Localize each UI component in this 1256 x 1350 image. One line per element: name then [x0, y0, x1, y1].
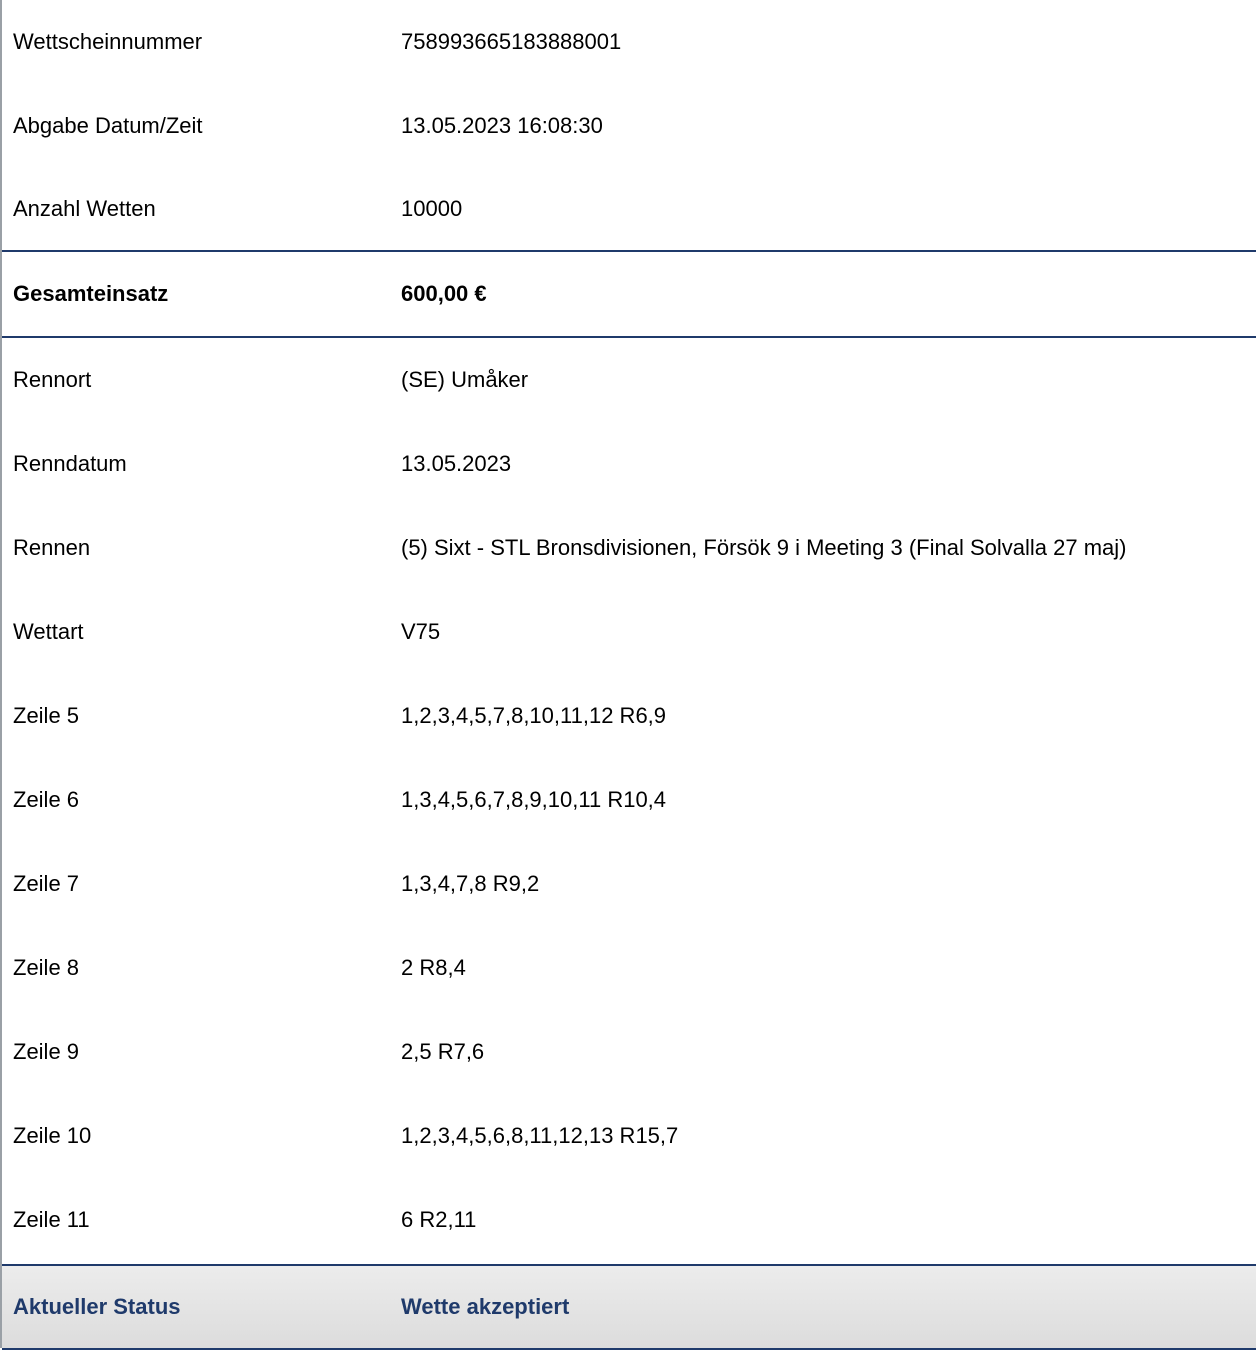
line-label: Zeile 7	[13, 871, 80, 896]
line-value: 1,2,3,4,5,6,8,11,12,13 R15,7	[401, 1123, 679, 1148]
status-label: Aktueller Status	[13, 1294, 181, 1319]
total-stake-label: Gesamteinsatz	[13, 281, 169, 306]
line-row-8	[2, 926, 1256, 1010]
race-date-value: 13.05.2023	[401, 451, 512, 476]
total-stake-row	[2, 252, 1256, 338]
status-badge: Wette akzeptiert	[401, 1294, 570, 1319]
line-row-5	[2, 674, 1256, 758]
venue-row	[2, 338, 1256, 422]
race-name-value: (5) Sixt - STL Bronsdivisionen, Försök 9 i Meeting 3 (Final Solvalla 27 maj)	[401, 535, 1127, 560]
line-value: 1,3,4,5,6,7,8,9,10,11 R10,4	[401, 787, 667, 812]
line-label: Zeile 9	[13, 1039, 80, 1064]
total-stake-value: 600,00 €	[401, 281, 487, 306]
line-label: Zeile 6	[13, 787, 80, 812]
bet-count-value: 10000	[401, 196, 463, 221]
race-name-row	[2, 506, 1256, 590]
race-name-label: Rennen	[13, 535, 91, 560]
bet-type-label: Wettart	[13, 619, 84, 644]
venue-label: Rennort	[13, 367, 92, 392]
submitted-row	[2, 84, 1256, 168]
line-row-10	[2, 1094, 1256, 1178]
line-value: 6 R2,11	[401, 1207, 477, 1232]
bet-type-value: V75	[401, 619, 441, 644]
ticket-number-label: Wettscheinnummer	[13, 29, 203, 54]
submitted-value: 13.05.2023 16:08:30	[401, 113, 603, 138]
line-row-9	[2, 1010, 1256, 1094]
line-value: 1,2,3,4,5,7,8,10,11,12 R6,9	[401, 703, 667, 728]
ticket-number-row	[2, 0, 1256, 84]
line-label: Zeile 5	[13, 703, 80, 728]
line-label: Zeile 10	[13, 1123, 92, 1148]
line-label: Zeile 11	[13, 1207, 90, 1232]
bet-count-label: Anzahl Wetten	[13, 196, 156, 221]
line-value: 2 R8,4	[401, 955, 466, 980]
ticket-number-value: 758993665183888001	[401, 29, 622, 54]
line-label: Zeile 8	[13, 955, 80, 980]
bet-count-row	[2, 168, 1256, 252]
line-row-11	[2, 1178, 1256, 1262]
line-row-6	[2, 758, 1256, 842]
race-date-row	[2, 422, 1256, 506]
line-value: 2,5 R7,6	[401, 1039, 485, 1064]
bet-type-row	[2, 590, 1256, 674]
line-value: 1,3,4,7,8 R9,2	[401, 871, 540, 896]
status-row	[2, 1264, 1256, 1350]
race-date-label: Renndatum	[13, 451, 127, 476]
venue-value: (SE) Umåker	[401, 367, 529, 392]
line-row-7	[2, 842, 1256, 926]
submitted-label: Abgabe Datum/Zeit	[13, 113, 203, 138]
